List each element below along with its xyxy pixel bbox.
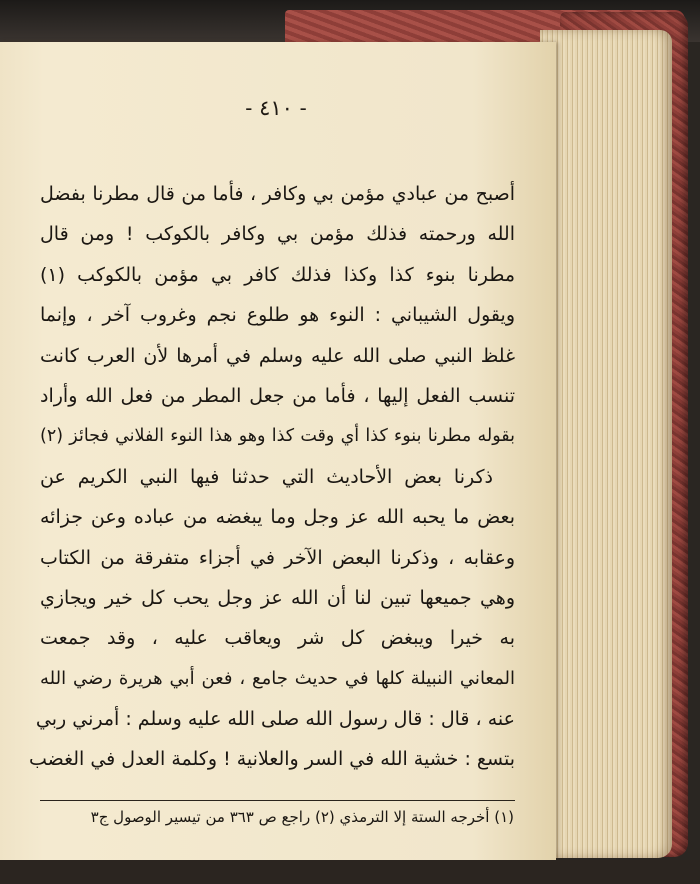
text-line: عنه ، قال : قال رسول الله صلى الله عليه وسلم : أمرني ربي bbox=[35, 708, 515, 731]
text-line: بتسع : خشية الله في السر والعلانية ! وكلمة العدل في الغضب bbox=[28, 748, 515, 771]
text-line: وعقابه ، وذكرنا البعض الآخر في أجزاء متفرقة من الكتاب bbox=[40, 546, 515, 569]
page-number: - ٤١٠ - bbox=[245, 96, 307, 120]
page-stack-edge bbox=[540, 30, 672, 858]
footnote: (١) أخرجه الستة إلا الترمذي (٢) راجع ص ٣٦٣ من تيسير الوصول ج٣ bbox=[90, 808, 514, 826]
text-line: وهي جميعها تبين لنا أن الله عز وجل يحب كل خير ويجازي bbox=[40, 586, 515, 609]
text-line: بعض ما يحبه الله عز وجل وما يبغضه من عباده وعن جزائه bbox=[40, 506, 515, 529]
text-line: مطرنا بنوء كذا وكذا فذلك كافر بي مؤمن بالكوكب (١) bbox=[40, 263, 515, 286]
text-line: أصبح من عبادي مؤمن بي وكافر ، فأما من قال مطرنا بفضل bbox=[40, 183, 515, 205]
text-line: ويقول الشيباني : النوء هو طلوع نجم وغروب آخر ، وإنما bbox=[40, 304, 515, 327]
text-line: به خيرا ويبغض كل شر ويعاقب عليه ، وقد جمعت bbox=[40, 627, 515, 650]
text-line: بقوله مطرنا بنوء كذا أي وقت كذا وهو هذا النوء الفلاني فجائز (٢) bbox=[40, 426, 515, 447]
text-line: غلظ النبي صلى الله عليه وسلم في أمرها لأن العرب كانت bbox=[40, 344, 515, 367]
background-bottom bbox=[0, 860, 700, 884]
text-line: الله ورحمته فذلك مؤمن بي وكافر بالكوكب ! ومن قال bbox=[40, 223, 515, 246]
text-line: المعاني النبيلة كلها في حديث جامع ، فعن أبي هريرة رضي الله bbox=[40, 667, 515, 689]
footnote-divider bbox=[40, 800, 515, 801]
book-page bbox=[0, 42, 556, 860]
page-body-text bbox=[28, 174, 515, 780]
text-line: تنسب الفعل إليها ، فأما من جعل المطر من فعل الله وأراد bbox=[40, 384, 515, 407]
text-line: ذكرنا بعض الأحاديث التي حدثنا فيها النبي الكريم عن bbox=[40, 465, 493, 488]
